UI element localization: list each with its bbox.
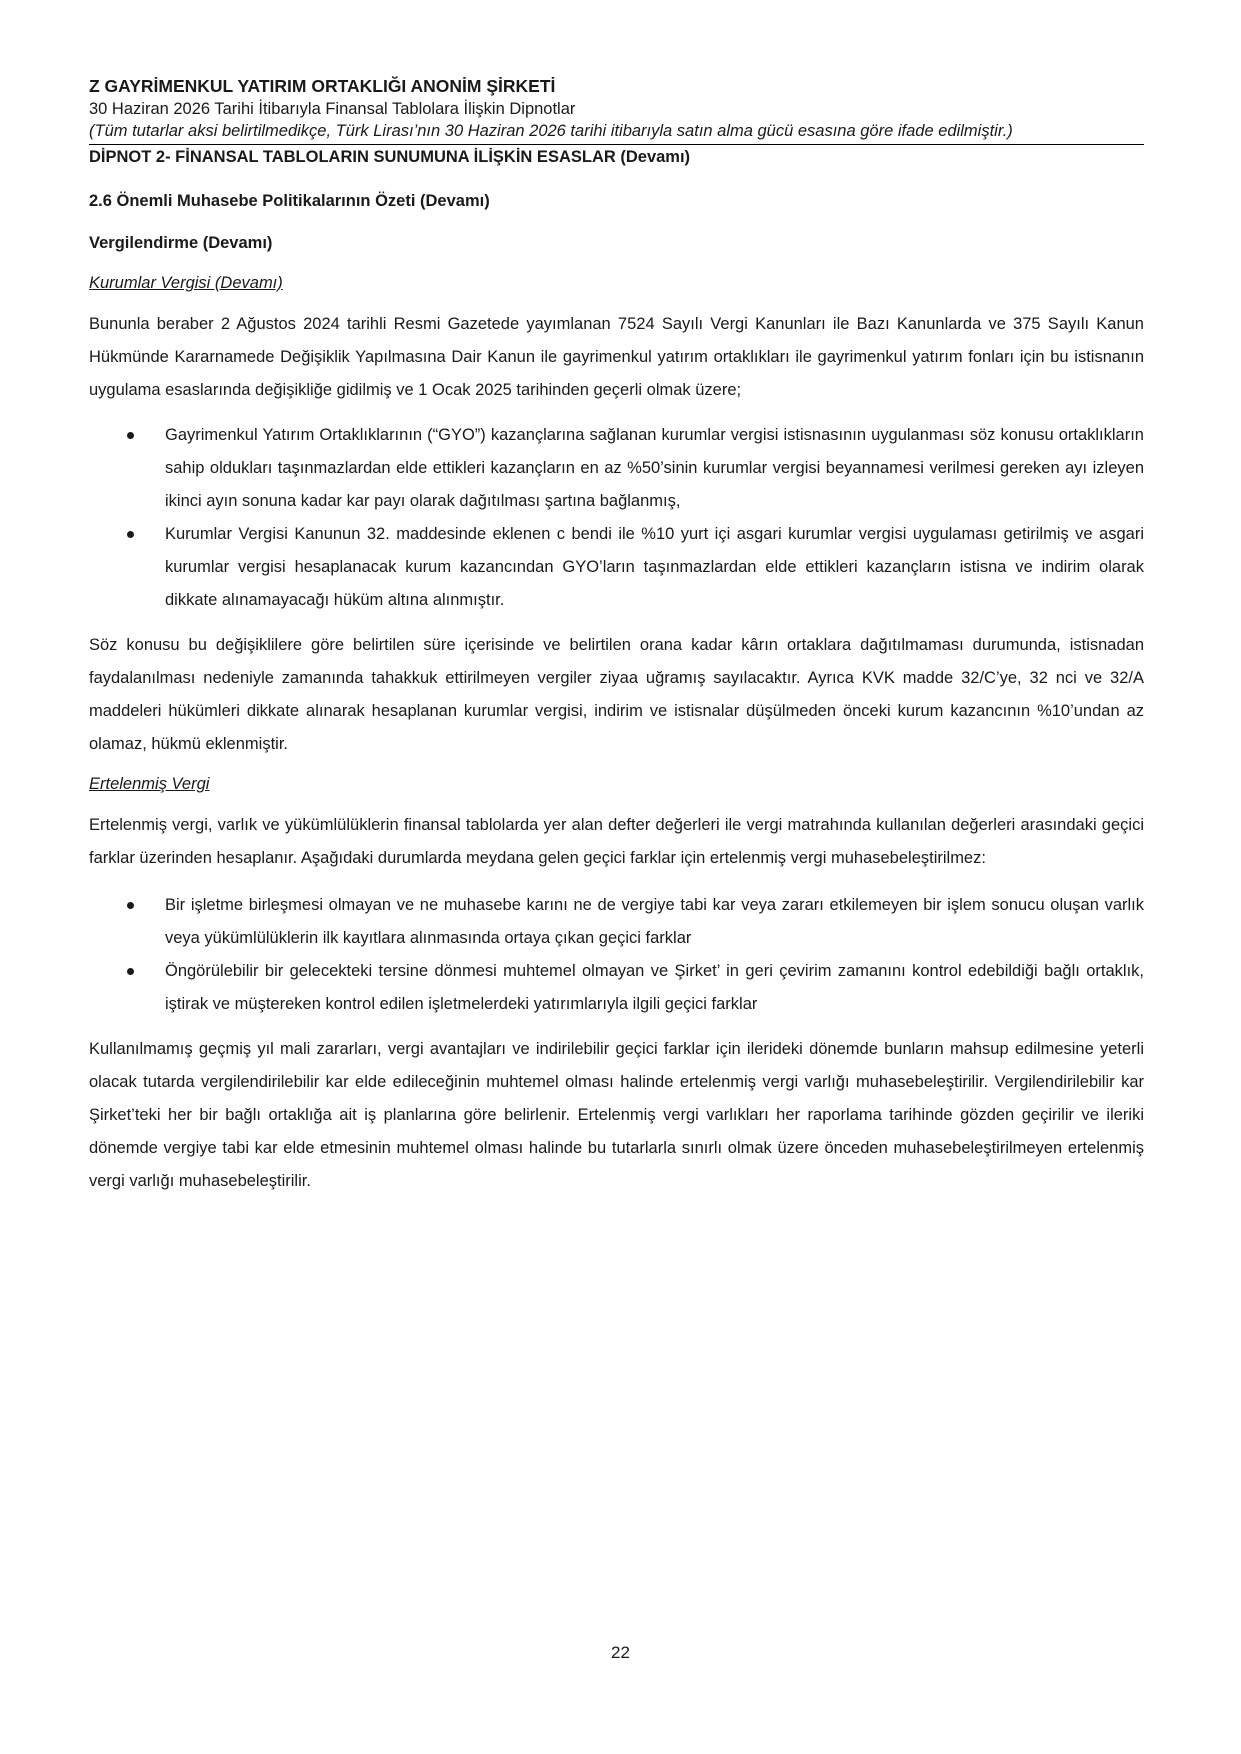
document-page (89, 74, 1144, 1198)
list-item-text: Bir işletme birleşmesi olmayan ve ne muhasebe karını ne de vergiye tabi kar veya zararı etkilemeyen bir işlem sonucu oluşan varlık veya yükümlülüklerin ilk kayıtlara alınmasında ortaya çıkan geçici farklar (165, 896, 1144, 947)
paragraph-amendments: Söz konusu bu değişiklilere göre belirtilen süre içerisinde ve belirtilen orana kadar kârın ortaklara dağıtılmaması durumunda, istisnadan faydalanılması nedeniyle zamanında tahakkuk ettirilmeyen vergiler ziyaa uğramış sayılacaktır. Ayrıca KVK madde 32/C’ye, 32 nci ve 32/A maddeleri hükümleri dikkate alınarak hesaplanan kurumlar vergisi, indirim ve istisnalar düşülmeden önceki kurum kazancının %10’undan az olamaz, hükmü eklenmiştir. (89, 636, 1144, 753)
bullet-icon (127, 432, 134, 439)
bullet-list-deferred-tax (89, 889, 1144, 1021)
page-number: 22 (611, 1643, 630, 1662)
paragraph-deferred-tax: Ertelenmiş vergi, varlık ve yükümlülüklerin finansal tablolarda yer alan defter değerleri ile vergi matrahında kullanılan değerleri arasındaki geçici farklar üzerinden hesaplanır. Aşağıdaki durumlarda meydana gelen geçici farklar için ertelenmiş vergi muhasebeleştirilmez: (89, 816, 1144, 867)
list-item-text: Gayrimenkul Yatırım Ortaklıklarının (“GYO”) kazançlarına sağlanan kurumlar vergisi istisnasının uygulanması söz konusu ortaklıkların sahip oldukları taşınmazlardan elde ettikleri kazançların en az %50’sinin kurumlar vergisi beyannamesi verilmesi gereken ayı izleyen ikinci ayın sonuna kadar kar payı olarak dağıtılması şartına bağlanmış, (165, 426, 1144, 510)
list-item (89, 889, 1144, 955)
paragraph-deferred-tax-assets: Kullanılmamış geçmiş yıl mali zararları, vergi avantajları ve indirilebilir geçici farklar için ilerideki dönemde bunların mahsup edilmesine yeterli olacak tutarda vergilendirilebilir kar elde edileceğinin muhtemel olması halinde ertelenmiş vergi varlığı muhasebeleştirilir. Vergilendirilebilir kar Şirket’teki her bir bağlı ortaklığa ait iş planlarına göre belirlenir. Ertelenmiş vergi varlıkları her raporlama tarihinde gözden geçirilir ve ileriki dönemde vergiye tabi kar elde etmesinin muhtemel olması halinde bu tutarlarla sınırlı olmak üzere önceden muhasebeleştirilmeyen ertelenmiş vergi varlığı muhasebeleştirilir. (89, 1040, 1144, 1190)
list-item-text: Öngörülebilir bir gelecekteki tersine dönmesi muhtemel olmayan ve Şirket’ in geri çevirim zamanını kontrol edebildiği bağlı ortaklık, iştirak ve müştereken kontrol edilen işletmelerdeki yatırımlarıyla ilgili geçici farklar (165, 962, 1144, 1013)
heading-deferred-tax: Ertelenmiş Vergi (89, 775, 210, 793)
report-subtitle: 30 Haziran 2026 Tarihi İtibarıyla Finansal Tablolara İlişkin Dipnotlar (89, 100, 576, 118)
list-item (89, 955, 1144, 1021)
bullet-icon (127, 968, 134, 975)
bullet-icon (127, 902, 134, 909)
list-item (89, 518, 1144, 617)
bullet-list-corporate-tax (89, 419, 1144, 617)
currency-note: (Tüm tutarlar aksi belirtilmedikçe, Türk Lirası’nın 30 Haziran 2026 tarihi itibarıyla satın alma gücü esasına göre ifade edilmiştir.) (89, 120, 1144, 145)
company-name: Z GAYRİMENKUL YATIRIM ORTAKLIĞI ANONİM ŞİRKETİ (89, 76, 556, 96)
list-item-text: Kurumlar Vergisi Kanunun 32. maddesinde eklenen c bendi ile %10 yurt içi asgari kurumlar vergisi uygulaması getirilmiş ve asgari kurumlar vergisi hesaplanacak kurum kazancından GYO’ların taşınmazlardan elde ettikleri kazançların istisna ve indirim olarak dikkate alınamayacağı hüküm altına alınmıştır. (165, 525, 1144, 609)
list-item (89, 419, 1144, 518)
paragraph-law-7524: Bununla beraber 2 Ağustos 2024 tarihli Resmi Gazetede yayımlanan 7524 Sayılı Vergi Kanunları ile Bazı Kanunlarda ve 375 Sayılı Kanun Hükmünde Kararnamede Değişiklik Yapılmasına Dair Kanun ile gayrimenkul yatırım ortaklıkları ile gayrimenkul yatırım fonları için bu istisnanın uygulama esaslarında değişikliğe gidilmiş ve 1 Ocak 2025 tarihinden geçerli olmak üzere; (89, 315, 1144, 399)
heading-taxation: Vergilendirme (Devamı) (89, 234, 273, 252)
section-title: DİPNOT 2- FİNANSAL TABLOLARIN SUNUMUNA İLİŞKİN ESASLAR (Devamı) (89, 148, 691, 166)
bullet-icon (127, 531, 134, 538)
heading-corporate-tax: Kurumlar Vergisi (Devamı) (89, 274, 283, 292)
heading-accounting-policies: 2.6 Önemli Muhasebe Politikalarının Özeti (Devamı) (89, 192, 490, 210)
